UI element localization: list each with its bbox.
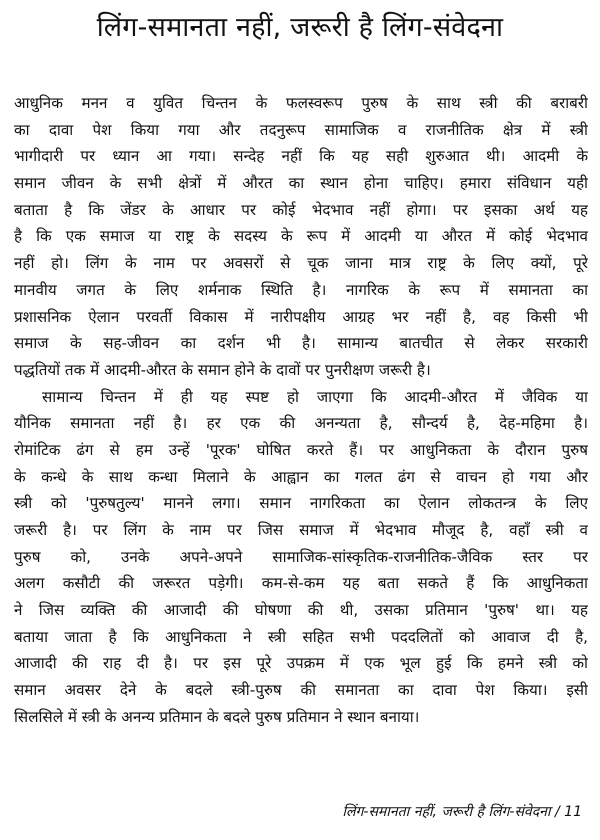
running-footer <box>342 800 582 824</box>
paragraph-2-line: स्त्री को 'पुरुषतुल्य' मानने लगा। समान नागरिकता का ऐलान लोकतन्त्र के लिए <box>14 494 588 513</box>
paragraph-1-line: नहीं हो। लिंग के नाम पर अवसरों से चूक जाना मात्र राष्ट्र के लिए क्यों, पूरे <box>14 254 588 273</box>
paragraph-2-line: सिलसिले में स्त्री के अनन्य प्रतिमान के बदले पुरुष प्रतिमान ने स्थान बनाया। <box>14 707 420 726</box>
footer-separator: / <box>555 804 560 820</box>
paragraph-2-line: रोमांटिक ढंग से हम उन्हें 'पूरक' घोषित करते हैं। पर आधुनिकता के दौरान पुरुष <box>14 440 588 459</box>
paragraph-2-line: जरूरी है। पर लिंग के नाम पर जिस समाज में भेदभाव मौजूद है, वहाँ स्त्री व <box>14 521 588 539</box>
paragraph-2-line: ने जिस व्यक्ति की आजादी की घोषणा की थी, उसका प्रतिमान 'पुरुष' था। यह <box>14 601 588 620</box>
paragraph-2-line: यौनिक समानता नहीं है। हर एक की अनन्यता है, सौन्दर्य है, देह-महिमा है। <box>14 414 588 433</box>
paragraph-1-line: भागीदारी पर ध्यान आ गया। सन्देह नहीं कि यह सही शुरुआत थी। आदमी के <box>14 147 588 166</box>
page-title: लिंग-समानता नहीं, जरूरी है लिंग-संवेदना <box>96 12 504 43</box>
paragraph-1-line: बताता है कि जेंडर के आधार पर कोई भेदभाव नहीं होगा। पर इसका अर्थ यह <box>14 200 588 219</box>
body-text <box>14 90 588 731</box>
paragraph-2-line: आजादी की राह दी है। पर इस पूरे उपक्रम में एक भूल हुई कि हमने स्त्री को <box>14 654 588 673</box>
paragraph-1-line: समान जीवन के सभी क्षेत्रों में औरत का स्थान होना चाहिए। हमारा संविधान यही <box>14 174 588 193</box>
paragraph-2-line: सामान्य चिन्तन में ही यह स्पष्ट हो जाएगा कि आदमी-औरत में जैविक या <box>42 387 588 406</box>
paragraph-1-line: का दावा पेश किया गया और तदनुरूप सामाजिक व राजनीतिक क्षेत्र में स्त्री <box>14 120 588 139</box>
page-number: 11 <box>564 804 582 820</box>
paragraph-1-line: आधुनिक मनन व युवित चिन्तन के फलस्वरूप पुरुष के साथ स्त्री की बराबरी <box>14 94 588 112</box>
footer-running-title: लिंग-समानता नहीं, जरूरी है लिंग-संवेदना <box>342 804 551 820</box>
paragraph-1-line: मानवीय जगत के लिए शर्मनाक स्थिति है। नागरिक के रूप में समानता का <box>14 280 588 299</box>
paragraph-2-line: बताया जाता है कि आधुनिकता ने स्त्री सहित सभी पददलितों को आवाज दी है, <box>14 627 588 646</box>
paragraph-1-line: समाज के सह-जीवन का दर्शन भी है। सामान्य बातचीत से लेकर सरकारी <box>14 334 588 353</box>
paragraph-1-line: है कि एक समाज या राष्ट्र के सदस्य के रूप में आदमी या औरत में कोई भेदभाव <box>14 227 588 246</box>
paragraph-2-line: पुरुष को, उनके अपने-अपने सामाजिक-सांस्कृतिक-राजनीतिक-जैविक स्तर पर <box>14 547 588 566</box>
paragraph-2-line: समान अवसर देने के बदले स्त्री-पुरुष की समानता का दावा पेश किया। इसी <box>14 681 588 700</box>
paragraph-2-line: अलग कसौटी की जरूरत पड़ेगी। कम-से-कम यह बता सकते हैं कि आधुनिकता <box>14 574 588 593</box>
paragraph-1-line: पद्धतियों तक में आदमी-औरत के समान होने के दावों पर पुनरीक्षण जरूरी है। <box>14 360 431 379</box>
paragraph-2-line: के कन्धे के साथ कन्धा मिलाने के आह्वान का गलत ढंग से वाचन हो गया और <box>14 467 588 486</box>
paragraph-1-line: प्रशासनिक ऐलान परवर्ती विकास में नारीपक्षीय आग्रह भर नहीं है, वह किसी भी <box>14 307 588 326</box>
